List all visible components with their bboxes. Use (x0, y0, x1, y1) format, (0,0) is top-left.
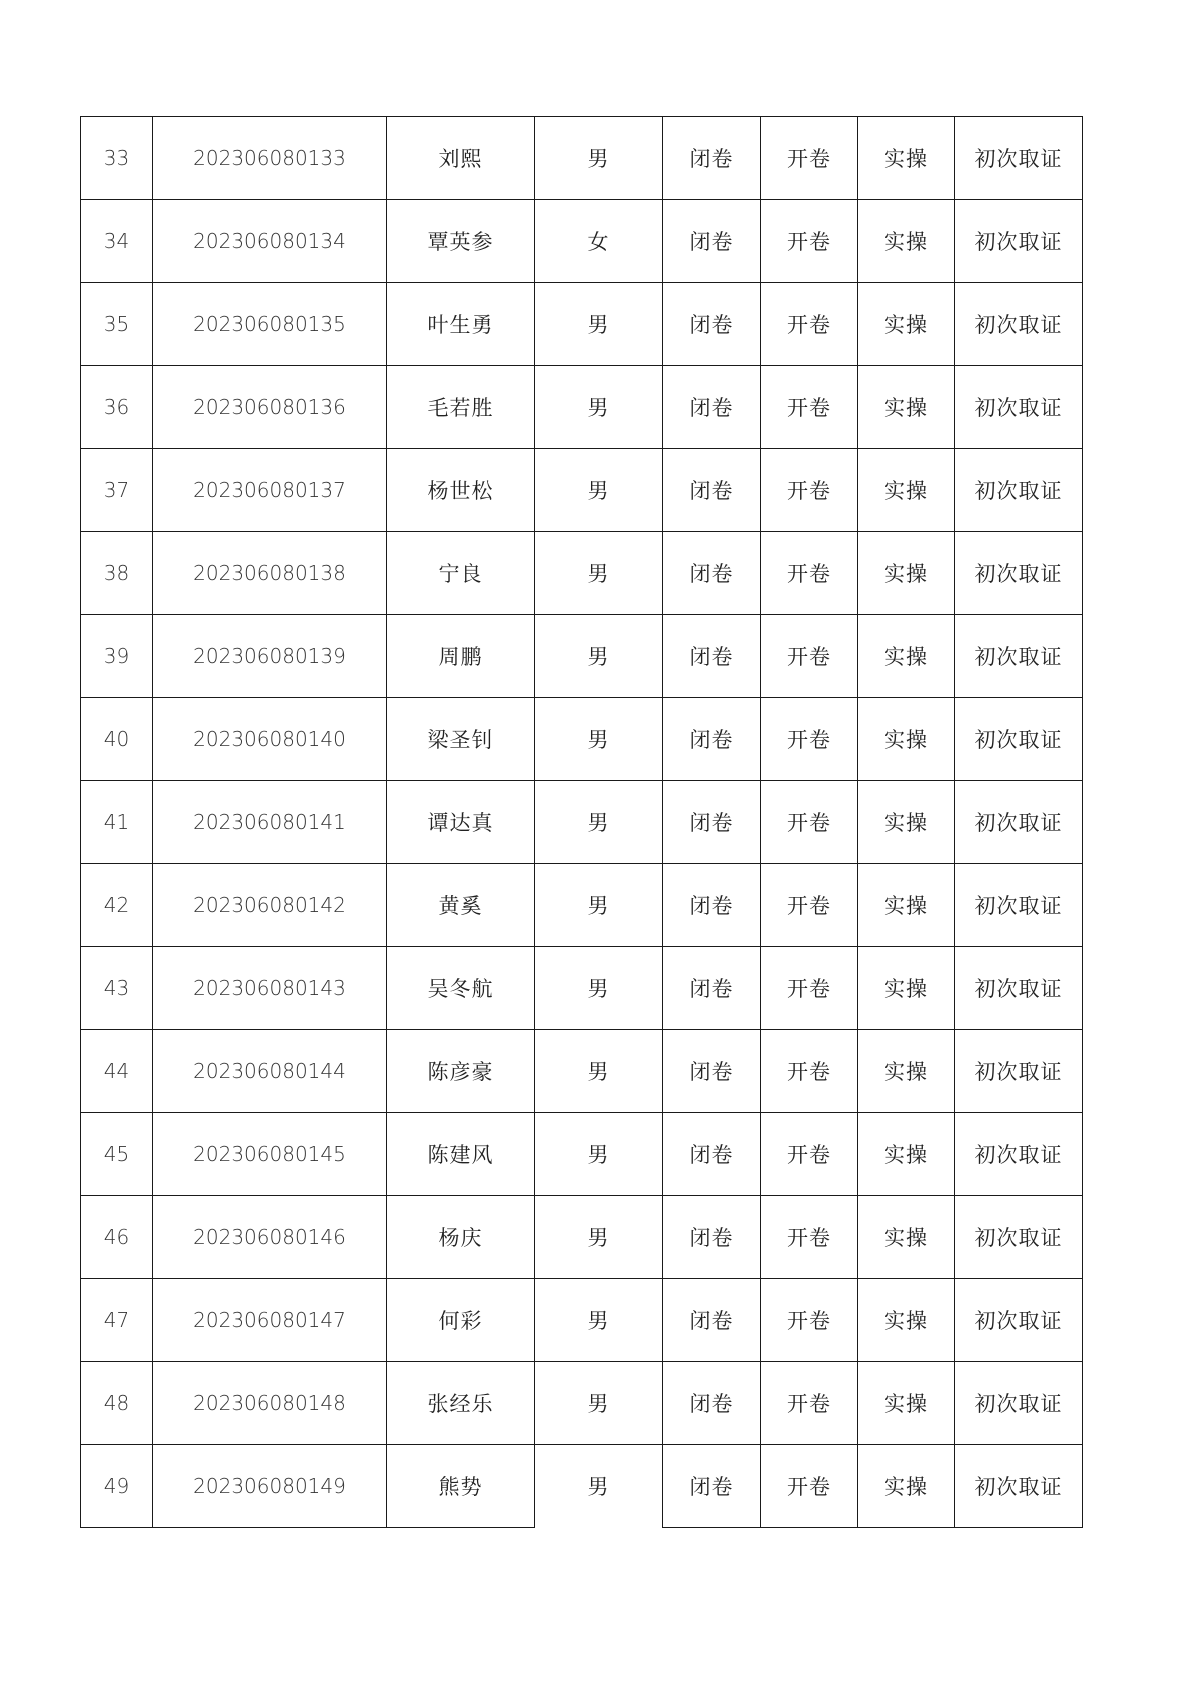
closed-book-exam: 闭卷 (663, 947, 761, 1030)
candidate-name: 宁良 (387, 532, 535, 615)
table-row (81, 283, 1083, 366)
open-book-exam: 开卷 (761, 366, 858, 449)
certification-type: 初次取证 (955, 117, 1083, 200)
exam-id: 202306080142 (153, 864, 387, 947)
closed-book-exam: 闭卷 (663, 1196, 761, 1279)
gender: 男 (535, 1279, 663, 1362)
candidate-name: 毛若胜 (387, 366, 535, 449)
certification-type: 初次取证 (955, 532, 1083, 615)
row-number: 39 (81, 615, 153, 698)
closed-book-exam: 闭卷 (663, 615, 761, 698)
practical-exam: 实操 (858, 200, 955, 283)
table-row (81, 449, 1083, 532)
row-number: 47 (81, 1279, 153, 1362)
exam-id: 202306080146 (153, 1196, 387, 1279)
exam-id: 202306080149 (153, 1445, 387, 1528)
certification-type: 初次取证 (955, 1030, 1083, 1113)
open-book-exam: 开卷 (761, 532, 858, 615)
certification-type: 初次取证 (955, 615, 1083, 698)
closed-book-exam: 闭卷 (663, 698, 761, 781)
certification-type: 初次取证 (955, 698, 1083, 781)
table-row (81, 117, 1083, 200)
exam-id: 202306080143 (153, 947, 387, 1030)
exam-id: 202306080139 (153, 615, 387, 698)
row-number: 37 (81, 449, 153, 532)
practical-exam: 实操 (858, 1113, 955, 1196)
closed-book-exam: 闭卷 (663, 117, 761, 200)
certification-type: 初次取证 (955, 1279, 1083, 1362)
closed-book-exam: 闭卷 (663, 283, 761, 366)
candidate-name: 吴冬航 (387, 947, 535, 1030)
practical-exam: 实操 (858, 1030, 955, 1113)
closed-book-exam: 闭卷 (663, 1362, 761, 1445)
open-book-exam: 开卷 (761, 615, 858, 698)
open-book-exam: 开卷 (761, 1196, 858, 1279)
gender: 男 (535, 1113, 663, 1196)
exam-id: 202306080147 (153, 1279, 387, 1362)
candidate-name: 陈建风 (387, 1113, 535, 1196)
candidate-name: 杨世松 (387, 449, 535, 532)
gender: 男 (535, 283, 663, 366)
table-row (81, 947, 1083, 1030)
certification-type: 初次取证 (955, 1196, 1083, 1279)
closed-book-exam: 闭卷 (663, 1279, 761, 1362)
open-book-exam: 开卷 (761, 200, 858, 283)
candidate-name: 覃英参 (387, 200, 535, 283)
open-book-exam: 开卷 (761, 449, 858, 532)
exam-id: 202306080144 (153, 1030, 387, 1113)
table-row (81, 1030, 1083, 1113)
row-number: 33 (81, 117, 153, 200)
certification-type: 初次取证 (955, 366, 1083, 449)
certification-type: 初次取证 (955, 864, 1083, 947)
practical-exam: 实操 (858, 283, 955, 366)
table-row (81, 366, 1083, 449)
certification-type: 初次取证 (955, 283, 1083, 366)
practical-exam: 实操 (858, 532, 955, 615)
certification-type: 初次取证 (955, 1445, 1083, 1528)
candidate-name: 梁圣钊 (387, 698, 535, 781)
roster-table (80, 116, 1083, 1528)
table-row (81, 781, 1083, 864)
candidate-name: 谭达真 (387, 781, 535, 864)
gender: 男 (535, 947, 663, 1030)
exam-id: 202306080140 (153, 698, 387, 781)
gender: 男 (535, 1030, 663, 1113)
practical-exam: 实操 (858, 117, 955, 200)
closed-book-exam: 闭卷 (663, 1445, 761, 1528)
row-number: 41 (81, 781, 153, 864)
exam-id: 202306080137 (153, 449, 387, 532)
closed-book-exam: 闭卷 (663, 532, 761, 615)
gender: 男 (535, 1196, 663, 1279)
exam-id: 202306080145 (153, 1113, 387, 1196)
closed-book-exam: 闭卷 (663, 449, 761, 532)
table-row (81, 1196, 1083, 1279)
gender: 男 (535, 864, 663, 947)
row-number: 35 (81, 283, 153, 366)
candidate-name: 周鹏 (387, 615, 535, 698)
open-book-exam: 开卷 (761, 1445, 858, 1528)
certification-type: 初次取证 (955, 781, 1083, 864)
open-book-exam: 开卷 (761, 283, 858, 366)
practical-exam: 实操 (858, 1362, 955, 1445)
practical-exam: 实操 (858, 366, 955, 449)
table-row (81, 698, 1083, 781)
table-row (81, 1113, 1083, 1196)
gender: 男 (535, 615, 663, 698)
row-number: 42 (81, 864, 153, 947)
table-row (81, 532, 1083, 615)
gender: 男 (535, 781, 663, 864)
open-book-exam: 开卷 (761, 947, 858, 1030)
closed-book-exam: 闭卷 (663, 864, 761, 947)
candidate-name: 张经乐 (387, 1362, 535, 1445)
practical-exam: 实操 (858, 947, 955, 1030)
table-row (81, 864, 1083, 947)
row-number: 48 (81, 1362, 153, 1445)
row-number: 44 (81, 1030, 153, 1113)
certification-type: 初次取证 (955, 449, 1083, 532)
practical-exam: 实操 (858, 1445, 955, 1528)
candidate-name: 杨庆 (387, 1196, 535, 1279)
open-book-exam: 开卷 (761, 698, 858, 781)
gender: 男 (535, 1362, 663, 1445)
practical-exam: 实操 (858, 864, 955, 947)
open-book-exam: 开卷 (761, 117, 858, 200)
open-book-exam: 开卷 (761, 1362, 858, 1445)
candidate-name: 陈彦豪 (387, 1030, 535, 1113)
candidate-name: 黄奚 (387, 864, 535, 947)
gender: 男 (535, 449, 663, 532)
gender: 男 (535, 366, 663, 449)
open-book-exam: 开卷 (761, 1030, 858, 1113)
row-number: 43 (81, 947, 153, 1030)
closed-book-exam: 闭卷 (663, 366, 761, 449)
gender: 女 (535, 200, 663, 283)
exam-id: 202306080148 (153, 1362, 387, 1445)
table-row (81, 1279, 1083, 1362)
open-book-exam: 开卷 (761, 1279, 858, 1362)
exam-id: 202306080136 (153, 366, 387, 449)
certification-type: 初次取证 (955, 1362, 1083, 1445)
table-row (81, 1445, 1083, 1528)
row-number: 46 (81, 1196, 153, 1279)
table-row (81, 1362, 1083, 1445)
certification-type: 初次取证 (955, 947, 1083, 1030)
row-number: 49 (81, 1445, 153, 1528)
practical-exam: 实操 (858, 1279, 955, 1362)
row-number: 40 (81, 698, 153, 781)
exam-id: 202306080134 (153, 200, 387, 283)
table-row (81, 200, 1083, 283)
practical-exam: 实操 (858, 449, 955, 532)
row-number: 38 (81, 532, 153, 615)
gender: 男 (535, 1445, 663, 1528)
gender: 男 (535, 117, 663, 200)
row-number: 34 (81, 200, 153, 283)
exam-id: 202306080141 (153, 781, 387, 864)
candidate-name: 叶生勇 (387, 283, 535, 366)
row-number: 36 (81, 366, 153, 449)
exam-id: 202306080135 (153, 283, 387, 366)
gender: 男 (535, 698, 663, 781)
exam-id: 202306080133 (153, 117, 387, 200)
table-row (81, 615, 1083, 698)
candidate-name: 何彩 (387, 1279, 535, 1362)
candidate-name: 刘熙 (387, 117, 535, 200)
closed-book-exam: 闭卷 (663, 781, 761, 864)
certification-type: 初次取证 (955, 1113, 1083, 1196)
practical-exam: 实操 (858, 1196, 955, 1279)
gender: 男 (535, 532, 663, 615)
row-number: 45 (81, 1113, 153, 1196)
closed-book-exam: 闭卷 (663, 1113, 761, 1196)
open-book-exam: 开卷 (761, 781, 858, 864)
closed-book-exam: 闭卷 (663, 200, 761, 283)
practical-exam: 实操 (858, 781, 955, 864)
certification-type: 初次取证 (955, 200, 1083, 283)
practical-exam: 实操 (858, 615, 955, 698)
open-book-exam: 开卷 (761, 1113, 858, 1196)
roster-body (81, 117, 1083, 1528)
closed-book-exam: 闭卷 (663, 1030, 761, 1113)
practical-exam: 实操 (858, 698, 955, 781)
open-book-exam: 开卷 (761, 864, 858, 947)
candidate-name: 熊势 (387, 1445, 535, 1528)
exam-id: 202306080138 (153, 532, 387, 615)
